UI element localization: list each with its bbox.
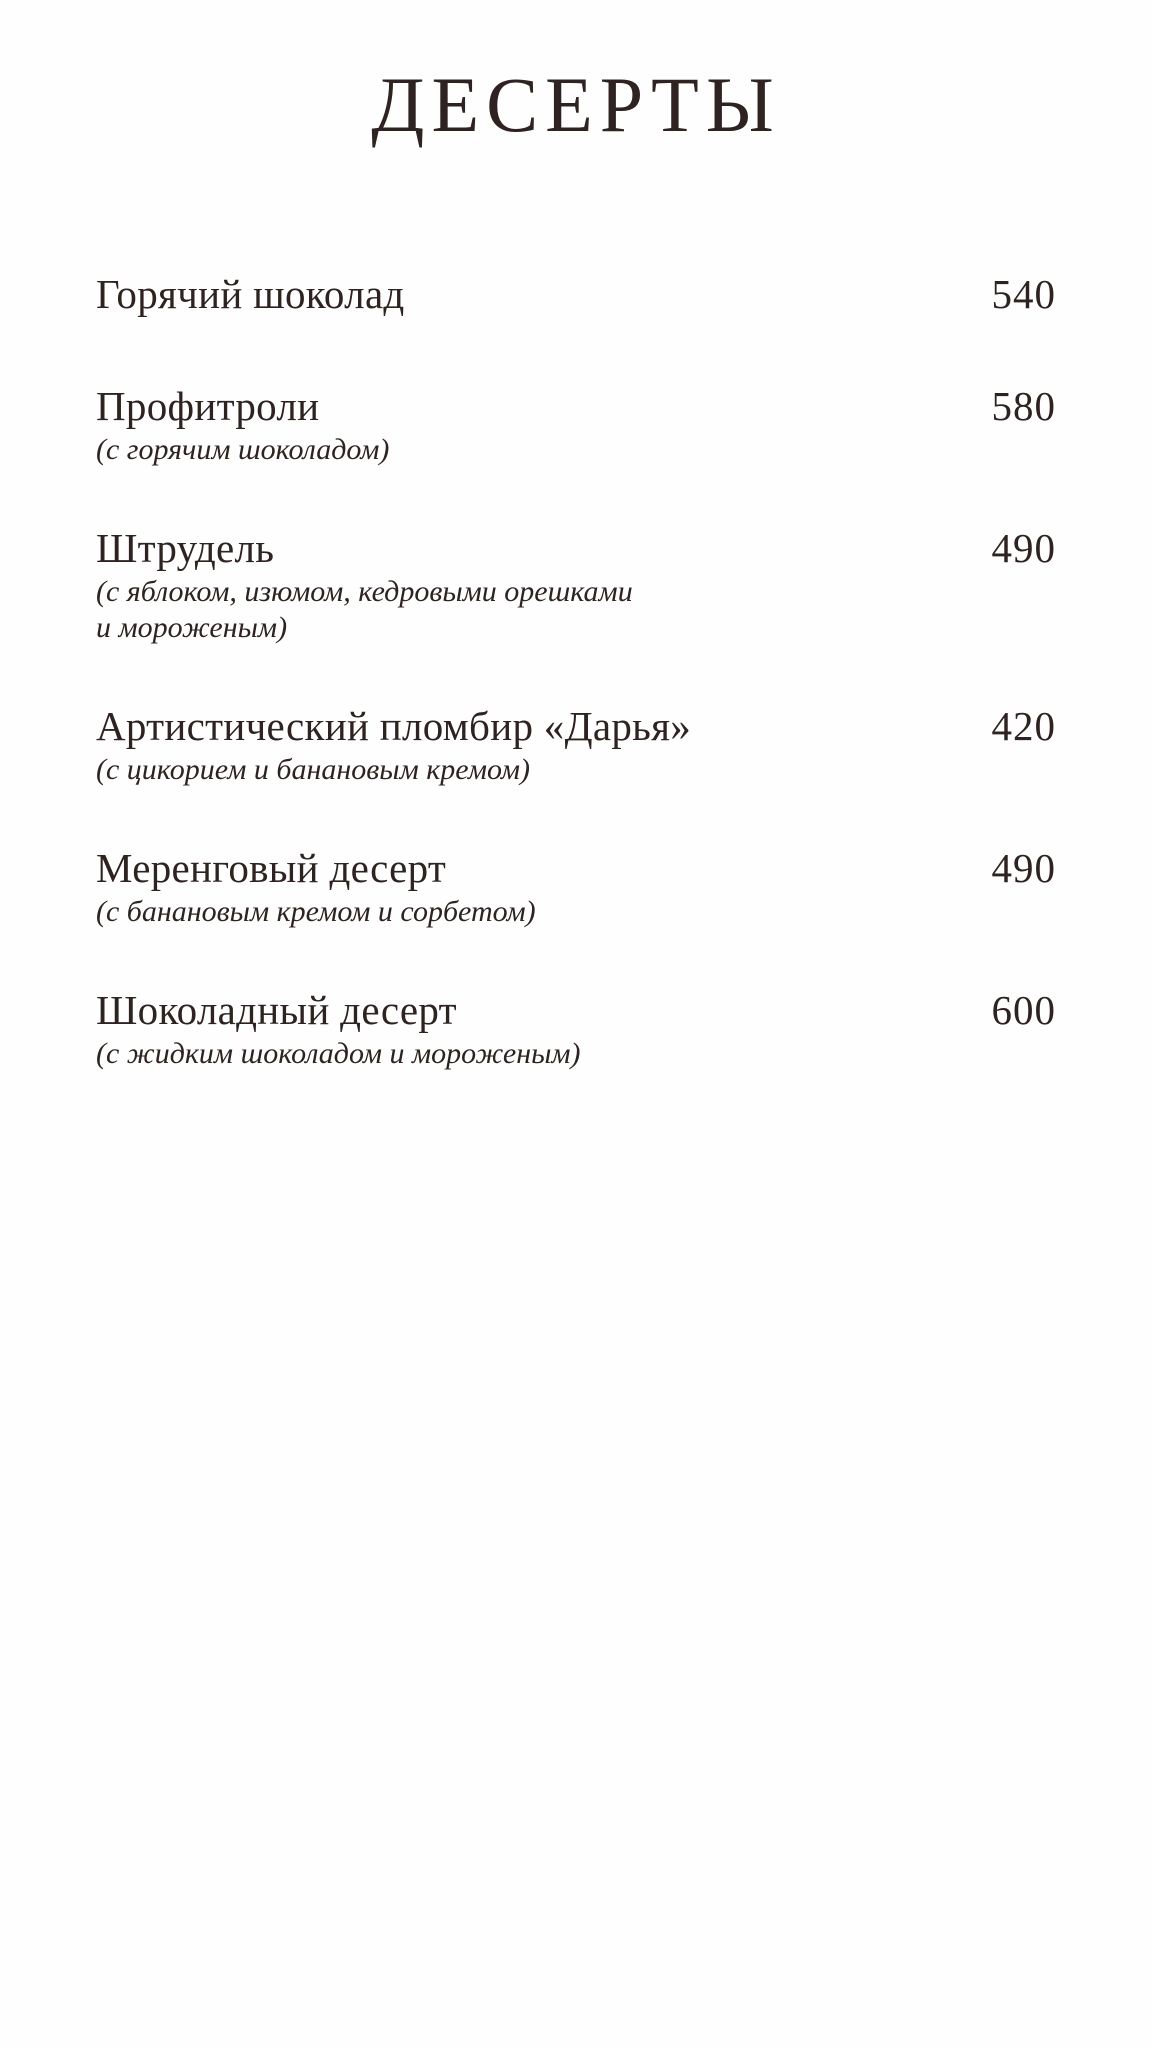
menu-item-price: 540	[991, 271, 1056, 317]
menu-item-profiteroles	[96, 382, 1056, 468]
menu-item-price: 490	[991, 845, 1056, 891]
menu-item-description: (с яблоком, изюмом, кедровыми орешками и мороженым)	[96, 575, 633, 644]
menu-item-name: Горячий шоколад	[96, 271, 405, 317]
menu-item-description: (с жидким шоколадом и мороженым)	[96, 1037, 581, 1070]
menu-item-name: Штрудель	[96, 525, 275, 571]
page-title: ДЕСЕРТЫ	[371, 61, 781, 148]
menu-item-price: 600	[991, 987, 1056, 1033]
menu-item-name: Профитроли	[96, 383, 320, 429]
menu-item-price: 490	[991, 525, 1056, 571]
menu-item-name: Меренговый десерт	[96, 845, 447, 891]
menu-item-description: (с цикорием и банановым кремом)	[96, 753, 530, 786]
menu-item-chocolate-dessert	[96, 986, 1056, 1072]
menu-item-plombir	[96, 702, 1056, 788]
menu-item-name: Шоколадный десерт	[96, 987, 457, 1033]
menu-item-price: 580	[991, 383, 1056, 429]
menu-item-description: (с горячим шоколадом)	[96, 433, 390, 466]
menu-item-description: (с банановым кремом и сорбетом)	[96, 895, 536, 928]
menu-item-strudel	[96, 524, 1056, 646]
menu-item-price: 420	[991, 703, 1056, 749]
menu-item-name: Артистический пломбир «Дарья»	[96, 703, 692, 749]
menu-item-meringue-dessert	[96, 844, 1056, 930]
menu-item-hot-chocolate	[96, 270, 1056, 318]
dessert-menu	[96, 270, 1056, 1072]
